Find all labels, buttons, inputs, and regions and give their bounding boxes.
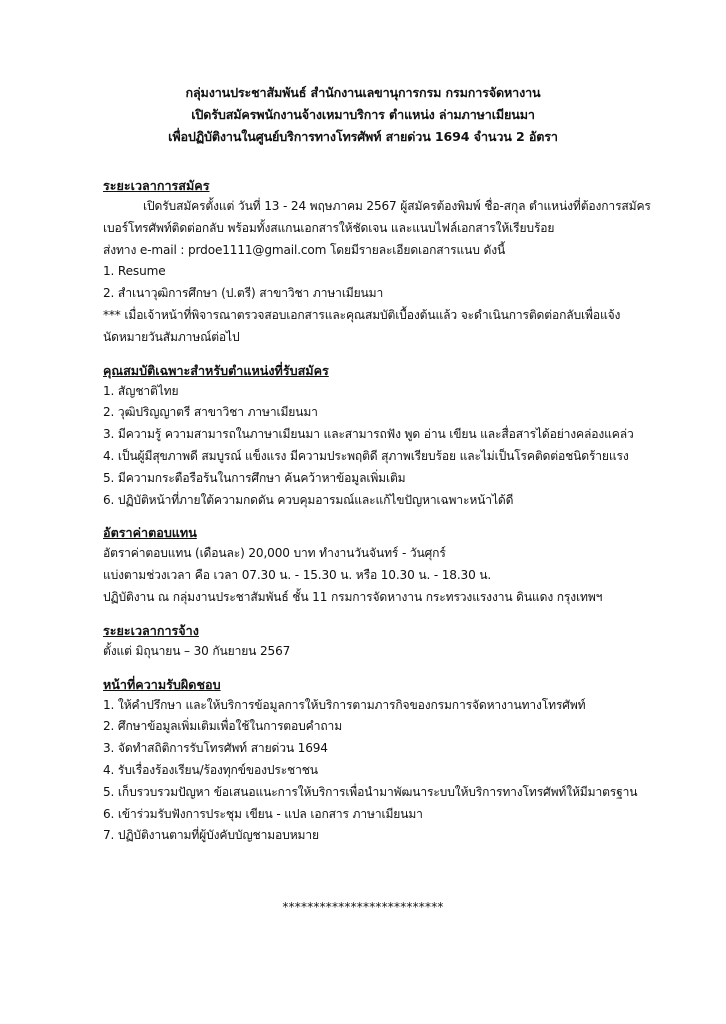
header-line-3: เพื่อปฏิบัติงานในศูนย์บริการทางโทรศัพท์ สายด่วน 1694 จำนวน 2 อัตรา [168,129,558,144]
paragraph-text: เปิดรับสมัครตั้งแต่ วันที่ 13 - 24 พฤษภาคม 2567 ผู้สมัครต้องพิมพ์ ชื่อ-สกุล ตำแหน่งที่ต้องการสมัคร [143,199,651,213]
paragraph-text: นัดหมายวันสัมภาษณ์ต่อไป [103,329,240,344]
header-line-2: เปิดรับสมัครพนักงานจ้างเหมาบริการ ตำแหน่ง ล่ามภาษาเมียนมา [191,107,535,122]
section-application-period [103,175,663,349]
list-item: 1. Resume [103,264,166,279]
section-qualifications [103,360,663,512]
paragraph-text: *** เมื่อเจ้าหน้าที่พิจารณาตรวจสอบเอกสารและคุณสมบัติเบื้องต้นแล้ว จะดำเนินการติดต่อกลับเพื่อแจ้ง [103,307,621,322]
document-content [103,175,663,858]
list-item: 5. เก็บรวบรวมปัญหา ข้อเสนอแนะการให้บริการเพื่อนำมาพัฒนาระบบให้บริการทางโทรศัพท์ให้มีมาตรฐาน [103,784,638,799]
paragraph-text: ปฏิบัติงาน ณ กลุ่มงานประชาสัมพันธ์ ชั้น 11 กรมการจัดหางาน กระทรวงแรงงาน ดินแดง กรุงเทพฯ [103,589,603,604]
list-item: 7. ปฏิบัติงานตามที่ผู้บังคับบัญชามอบหมาย [103,828,319,843]
list-item: 2. ศึกษาข้อมูลเพิ่มเติมเพื่อใช้ในการตอบคำถาม [103,719,343,734]
list-item: 3. จัดทำสถิติการรับโทรศัพท์ สายด่วน 1694 [103,741,328,756]
list-item: 5. มีความกระตือรือร้นในการศึกษา ค้นคว้าหาข้อมูลเพิ่มเติม [103,470,406,485]
list-item: 4. เป็นผู้มีสุขภาพดี สมบูรณ์ แข็งแรง มีความประพฤติดี สุภาพเรียบร้อย และไม่เป็นโรคติดต่อชนิดร้ายแรง [103,448,629,463]
list-item: 6. เข้าร่วมรับฟังการประชุม เขียน - แปล เอกสาร ภาษาเมียนมา [103,806,423,821]
list-item: 3. มีความรู้ ความสามารถในภาษาเมียนมา และสามารถฟัง พูด อ่าน เขียน และสื่อสารได้อย่างคล่องแคล่ว [103,427,634,442]
section-title-compensation: อัตราค่าตอบแทน [103,525,197,541]
header-line-1: กลุ่มงานประชาสัมพันธ์ สำนักงานเลขานุการกรม กรมการจัดหางาน [185,85,541,100]
document-header [0,82,726,148]
section-title-employment-period: ระยะเวลาการจ้าง [103,622,199,638]
paragraph-text: แบ่งตามช่วงเวลา คือ เวลา 07.30 น. - 15.30 น. หรือ 10.30 น. - 18.30 น. [103,568,492,583]
list-item: 2. สำเนาวุฒิการศึกษา (ป.ตรี) สาขาวิชา ภาษาเมียนมา [103,286,384,301]
section-duties [103,674,663,848]
list-item: 1. สัญชาติไทย [103,383,179,398]
section-title-duties: หน้าที่ความรับผิดชอบ [103,676,221,692]
paragraph-text: เบอร์โทรศัพท์ติดต่อกลับ พร้อมทั้งสแกนเอกสารให้ชัดเจน และแนบไฟล์เอกสารให้เรียบร้อย [103,220,555,235]
paragraph-text: อัตราค่าตอบแทน (เดือนละ) 20,000 บาท ทำงานวันจันทร์ - วันศุกร์ [103,546,446,561]
section-employment-period [103,620,663,663]
footer-separator: ************************** [282,900,444,914]
section-compensation [103,522,663,608]
list-item: 1. ให้คำปรึกษา และให้บริการข้อมูลการให้บริการตามภารกิจของกรมการจัดหางานทางโทรศัพท์ [103,697,586,712]
paragraph-text: ตั้งแต่ มิถุนายน – 30 กันยายน 2567 [103,643,291,658]
list-item: 6. ปฏิบัติหน้าที่ภายใต้ความกดดัน ควบคุมอารมณ์และแก้ไขปัญหาเฉพาะหน้าได้ดี [103,492,514,507]
section-title-qualifications: คุณสมบัติเฉพาะสำหรับตำแหน่งที่รับสมัคร [103,362,329,378]
list-item: 2. วุฒิปริญญาตรี สาขาวิชา ภาษาเมียนมา [103,405,318,420]
list-item: 4. รับเรื่องร้องเรียน/ร้องทุกข์ของประชาชน [103,762,318,777]
paragraph-text: ส่งทาง e-mail : prdoe1111@gmail.com โดยมีรายละเอียดเอกสารแนบ ดังนี้ [103,242,506,257]
section-title-application-period: ระยะเวลาการสมัคร [103,178,210,193]
